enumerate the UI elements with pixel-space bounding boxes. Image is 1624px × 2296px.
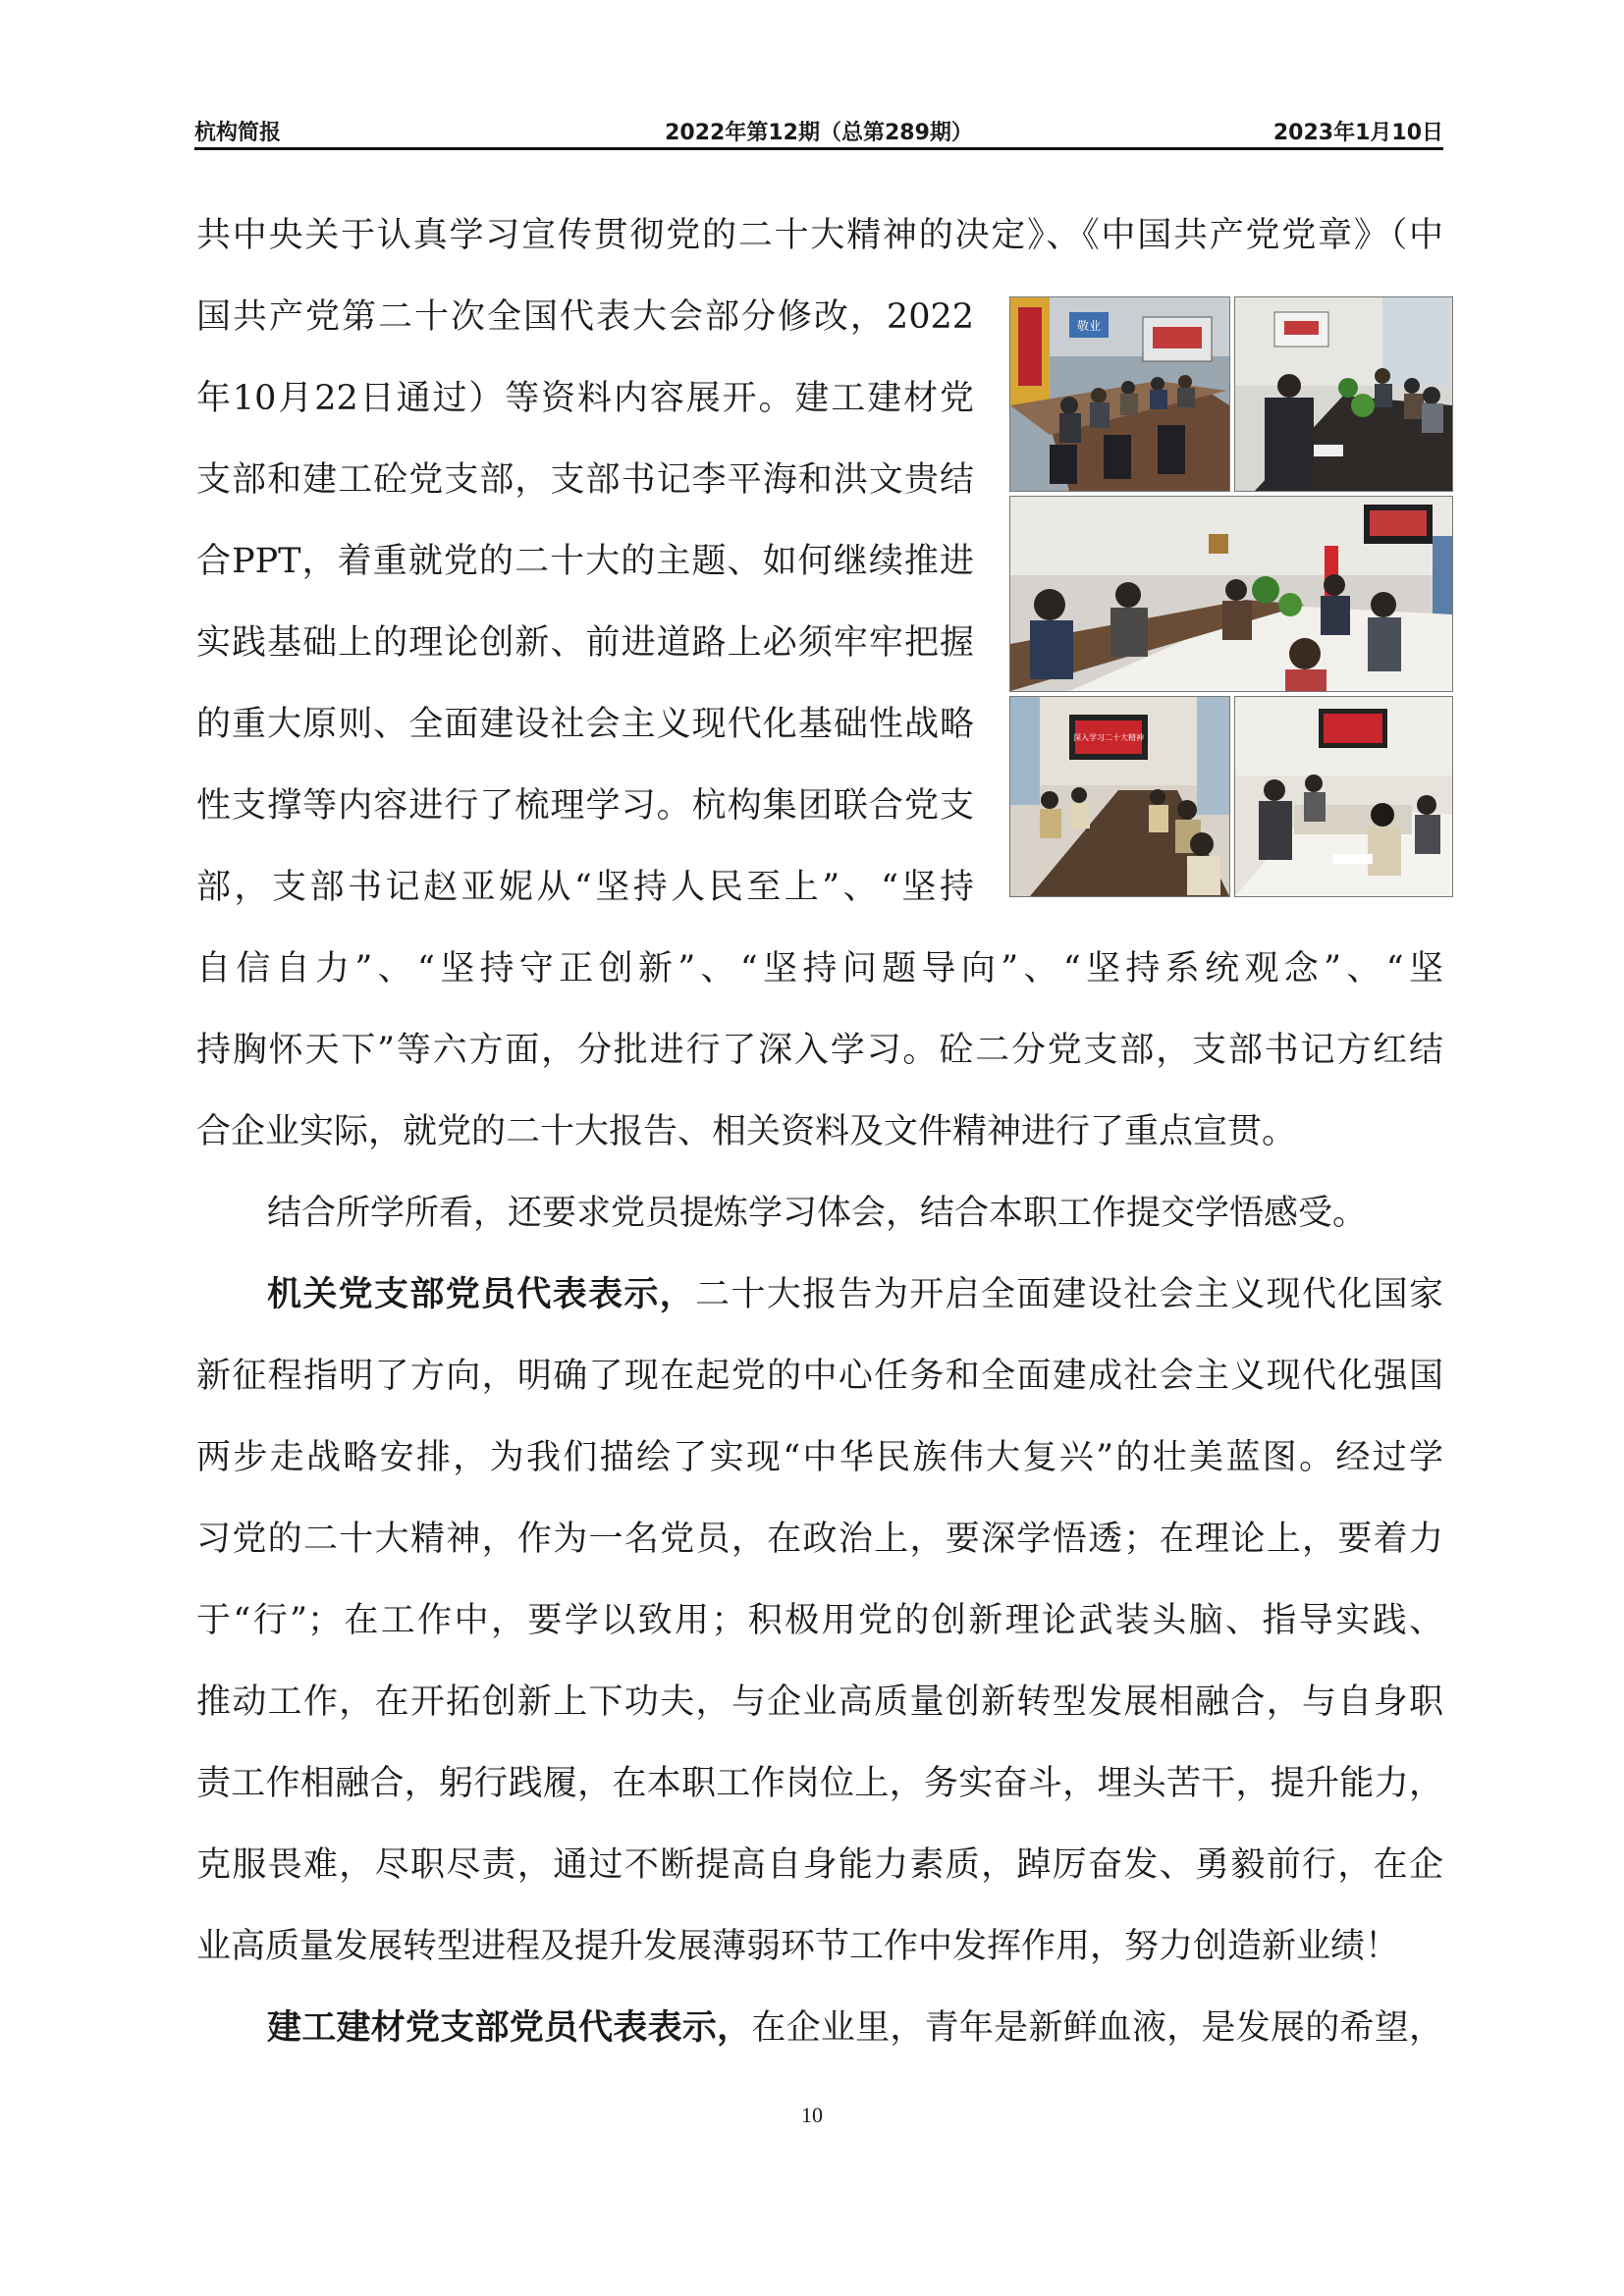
issue-number: 2022年第12期（总第289期） xyxy=(665,121,973,145)
body-line: 持胸怀天下”等六方面，分批进行了深入学习。砼二分党支部，支部书记方红结 xyxy=(196,1031,1443,1070)
body-line: 合企业实际，就党的二十大报告、相关资料及文件精神进行了重点宣贯。 xyxy=(196,1112,1297,1151)
paragraph-lead-jiancai: 建工建材党支部党员代表表示， xyxy=(267,2007,752,2048)
body-line: 责工作相融合，躬行践履，在本职工作岗位上，务实奋斗，埋头苦干，提升能力， xyxy=(196,1764,1443,1803)
paragraph-jiguan-first-line xyxy=(267,1265,1443,1324)
meeting-photo-1 xyxy=(1009,296,1230,492)
wall-sign-text: 敬业 xyxy=(1076,319,1102,333)
body-line: 业高质量发展转型进程及提升发展薄弱环节工作中发挥作用，努力创造新业绩！ xyxy=(196,1927,1400,1966)
body-line: 合PPT，着重就党的二十大的主题、如何继续推进 xyxy=(196,542,974,581)
body-line: 共中央关于认真学习宣传贯彻党的二十大精神的决定》、《中国共产党党章》（中 xyxy=(196,216,1443,255)
paragraph-lead-jiguan: 机关党支部党员代表表示， xyxy=(267,1274,696,1314)
body-line: 克服畏难，尽职尽责，通过不断提高自身能力素质，踔厉奋发、勇毅前行，在企 xyxy=(196,1845,1443,1885)
meeting-photo-4 xyxy=(1009,696,1230,897)
photo-collage xyxy=(1009,296,1451,895)
body-line: 部，支部书记赵亚妮从“坚持人民至上”、“坚持 xyxy=(196,868,974,907)
body-line: 新征程指明了方向，明确了现在起党的中心任务和全面建成社会主义现代化强国 xyxy=(196,1357,1443,1396)
body-line: 结合所学所看，还要求党员提炼学习体会，结合本职工作提交学悟感受。 xyxy=(267,1194,1368,1233)
body-line: 于“行”；在工作中，要学以致用；积极用党的创新理论武装头脑、指导实践、 xyxy=(196,1601,1443,1640)
page-number: 10 xyxy=(801,2103,823,2127)
body-line: 推动工作，在开拓创新上下功夫，与企业高质量创新转型发展相融合，与自身职 xyxy=(196,1682,1443,1722)
body-line: 性支撑等内容进行了梳理学习。杭构集团联合党支 xyxy=(196,786,974,826)
page-header xyxy=(194,112,1443,150)
body-line: 国共产党第二十次全国代表大会部分修改，2022 xyxy=(196,297,974,337)
paragraph-text: 在企业里，青年是新鲜血液，是发展的希望， xyxy=(751,2008,1443,2048)
body-line: 习党的二十大精神，作为一名党员，在政治上，要深学悟透；在理论上，要着力 xyxy=(196,1520,1443,1559)
paragraph-text: 二十大报告为开启全面建设社会主义现代化国家 xyxy=(695,1275,1443,1314)
meeting-photo-5 xyxy=(1234,696,1453,897)
meeting-photo-3 xyxy=(1009,496,1453,692)
body-line: 支部和建工砼党支部，支部书记李平海和洪文贵结 xyxy=(196,460,974,500)
publication-name: 杭构简报 xyxy=(194,121,282,145)
issue-date: 2023年1月10日 xyxy=(1272,121,1443,145)
body-line: 的重大原则、全面建设社会主义现代化基础性战略 xyxy=(196,705,974,744)
paragraph-jiancai-first-line xyxy=(267,1999,1443,2057)
body-line: 实践基础上的理论创新、前进道路上必须牢牢把握 xyxy=(196,623,974,663)
body-line: 两步走战略安排，为我们描绘了实现“中华民族伟大复兴”的壮美蓝图。经过学 xyxy=(196,1438,1443,1477)
screen-text: 深入学习二十大精神 xyxy=(1073,733,1144,742)
body-line: 自信自力”、“坚持守正创新”、“坚持问题导向”、“坚持系统观念”、“坚 xyxy=(196,949,1443,988)
meeting-photo-2 xyxy=(1234,296,1453,492)
body-line: 年10月22日通过）等资料内容展开。建工建材党 xyxy=(196,379,974,418)
